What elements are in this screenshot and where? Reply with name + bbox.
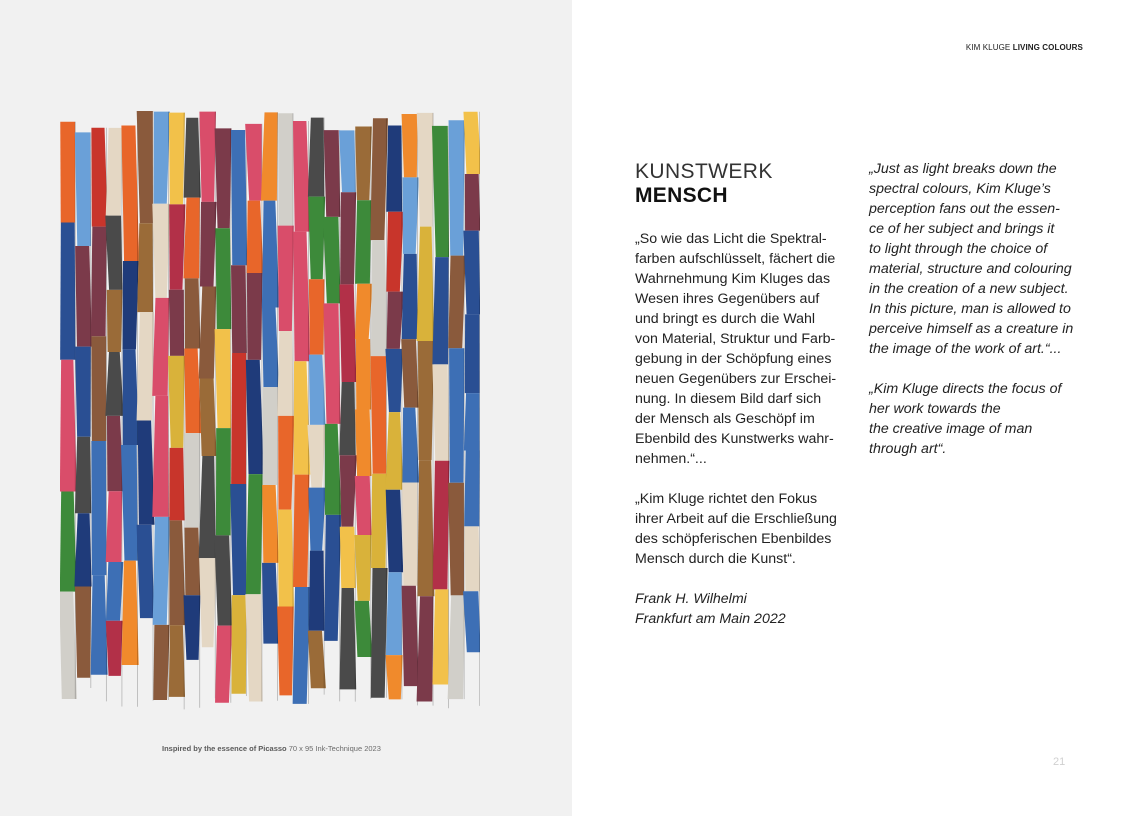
artwork-strip-segment — [340, 527, 356, 588]
artwork-strip-segment — [262, 563, 279, 644]
caption-details: 70 x 95 Ink-Technique 2023 — [288, 744, 381, 753]
artwork-strip-segment — [152, 298, 169, 396]
artwork-strip-segment — [91, 128, 107, 227]
artwork-strip-segment — [324, 130, 341, 217]
artwork-painting — [60, 105, 480, 715]
text-line: „Kim Kluge directs the focus of — [869, 381, 1062, 397]
artwork-strip-segment — [262, 308, 279, 388]
artwork-strip-segment — [464, 451, 479, 527]
artwork-strip-segment — [339, 588, 356, 689]
artwork-strip-segment — [215, 228, 231, 329]
artwork-strip-segment — [123, 261, 139, 349]
signature — [635, 589, 860, 629]
artwork-strip-segment — [402, 254, 418, 339]
artwork-strip-segment — [340, 455, 357, 526]
text-line: nung. In diesem Bild darf sich — [635, 391, 822, 407]
artwork-strip-segment — [91, 575, 108, 675]
text-line: gebung in der Schöpfung eines — [635, 351, 832, 367]
artwork-strip-segment — [418, 341, 434, 460]
artwork-strip-segment — [448, 595, 465, 699]
artwork-strip-segment — [293, 587, 310, 704]
text-line: „Just as light breaks down the — [869, 161, 1057, 177]
text-line: her work towards the — [869, 401, 1001, 417]
text-line: neuen Gegenübers zur Erschei- — [635, 371, 837, 387]
artwork-strip-segment — [418, 460, 435, 596]
text-line: the creative image of man — [869, 421, 1033, 437]
artwork-strip-segment — [246, 474, 263, 594]
artwork-strip-segment — [74, 513, 91, 586]
artwork-strip-segment — [277, 331, 294, 416]
artwork-strip-segment — [215, 329, 231, 428]
artwork-strip-segment — [263, 387, 278, 485]
artwork-strip-segment — [199, 112, 216, 202]
german-column — [635, 229, 860, 629]
running-head-title: LIVING COLOURS — [1012, 43, 1083, 52]
artwork-strip-segment — [121, 445, 138, 561]
article-title — [635, 160, 773, 208]
artwork-strip-segment — [91, 441, 106, 575]
text-line: des schöpferischen Ebenbildes — [635, 531, 832, 547]
artwork-strip-segment — [465, 174, 480, 231]
title-line-1: KUNSTWERK — [635, 160, 773, 183]
caption-title: Inspired by the essence of Picasso — [162, 744, 287, 753]
artwork-strip-segment — [402, 482, 418, 585]
artwork-strip-segment — [308, 488, 325, 551]
artwork-strip-segment — [185, 278, 201, 348]
text-line: nehmen.“... — [635, 451, 707, 467]
text-line: „Kim Kluge richtet den Fokus — [635, 491, 818, 507]
artwork-strip-segment — [463, 112, 480, 174]
artwork-strip-segment — [60, 360, 77, 492]
artwork-strip-segment — [231, 353, 246, 484]
artwork-strip-segment — [199, 286, 217, 378]
artwork-strip-segment — [231, 130, 247, 265]
artwork-strip-segment — [199, 378, 216, 456]
page-number: 21 — [1053, 756, 1066, 768]
artwork-strip-segment — [355, 476, 372, 535]
artwork-strip-segment — [245, 124, 262, 201]
artwork-strip-segment — [169, 204, 185, 289]
artwork-strip-segment — [402, 408, 419, 483]
artwork-strip-segment — [60, 491, 76, 591]
artwork-strip-segment — [323, 217, 341, 303]
artwork-strip-segment — [432, 126, 449, 257]
artwork-strip-segment — [432, 589, 448, 684]
artwork-strip-segment — [154, 112, 170, 204]
text-line: von Material, Struktur und Farb- — [635, 331, 836, 347]
artwork-strip-segment — [60, 222, 75, 359]
artwork-strip-segment — [448, 256, 465, 349]
artwork-strip-segment — [215, 626, 232, 703]
artwork-strip-segment — [60, 122, 75, 223]
artwork-strip-segment — [75, 586, 91, 677]
artwork-strip-segment — [169, 113, 185, 205]
artwork-strip-segment — [309, 551, 325, 631]
artwork-strip-segment — [121, 126, 139, 261]
artwork-strip-segment — [293, 121, 310, 232]
artwork-strip-segment — [60, 592, 77, 699]
artwork-strip-segment — [137, 111, 153, 223]
artwork-strip-segment — [323, 303, 340, 424]
artwork-strip-segment — [138, 421, 155, 525]
artwork-strip-segment — [386, 490, 404, 572]
artwork-strip-segment — [386, 655, 403, 699]
artwork-strip-segment — [107, 416, 123, 491]
artwork-image — [60, 105, 480, 715]
artwork-strip-segment — [465, 314, 480, 393]
artwork-strip-segment — [355, 601, 373, 657]
artwork-strip-segment — [106, 128, 123, 216]
english-quote-2 — [869, 379, 1091, 459]
artwork-strip-segment — [75, 246, 92, 347]
artwork-strip-segment — [230, 484, 246, 595]
text-line: Wesen ihres Gegenübers auf — [635, 291, 820, 307]
artwork-strip-segment — [123, 349, 139, 445]
artwork-strip-segment — [370, 118, 388, 240]
artwork-strip-segment — [152, 204, 170, 298]
artwork-strip-segment — [137, 223, 153, 312]
artwork-strip-segment — [246, 360, 264, 474]
artwork-strip-segment — [122, 561, 139, 665]
artwork-strip-segment — [354, 535, 371, 601]
artwork-strip-segment — [137, 525, 155, 618]
artwork-strip-segment — [339, 130, 356, 192]
artwork-strip-segment — [278, 510, 294, 607]
artwork-strip-segment — [432, 257, 448, 364]
artwork-strip-segment — [245, 594, 262, 701]
artwork-strip-segment — [106, 562, 123, 621]
english-column — [869, 159, 1091, 459]
artwork-strip-segment — [137, 312, 154, 420]
text-line: ce of her subject and brings it — [869, 221, 1055, 237]
title-line-2: MENSCH — [635, 184, 728, 207]
text-line: perception fans out the essen- — [869, 201, 1060, 217]
artwork-strip-segment — [371, 474, 387, 568]
artwork-strip-segment — [308, 118, 324, 197]
artwork-strip-segment — [184, 118, 201, 198]
text-line: In this picture, man is allowed to — [869, 301, 1071, 317]
text-line: Ebenbild des Kunstwerks wahr- — [635, 431, 834, 447]
text-line: in the creation of a new subject. — [869, 281, 1069, 297]
artwork-strip-segment — [371, 568, 388, 698]
artwork-strip-segment — [278, 113, 293, 225]
artwork-strip-segment — [214, 535, 232, 625]
artwork-strip-segment — [463, 591, 480, 652]
artwork-strip-segment — [387, 292, 404, 349]
artwork-strip-segment — [106, 621, 123, 676]
artwork-strip-segment — [417, 113, 433, 227]
artwork-strip-segment — [199, 456, 216, 558]
artwork-strip-segment — [339, 382, 355, 455]
artwork-strip-segment — [417, 596, 434, 701]
artwork-strip-segment — [385, 412, 403, 490]
artwork-strip-segment — [168, 356, 185, 448]
artwork-strip-segment — [308, 197, 325, 280]
artwork-strip-segment — [463, 231, 480, 315]
artwork-strip-segment — [105, 216, 122, 290]
artwork-strip-segment — [169, 290, 184, 356]
artwork-strip-segment — [91, 227, 107, 337]
text-line: der Mensch als Geschöpf im — [635, 411, 815, 427]
artwork-strip-segment — [355, 126, 372, 200]
artwork-strip-segment — [105, 352, 123, 416]
artwork-strip-segment — [185, 528, 201, 596]
artwork-strip-segment — [402, 177, 418, 253]
artwork-strip-segment — [293, 232, 310, 362]
text-line: material, structure and colouring — [869, 261, 1072, 277]
artwork-strip-segment — [309, 279, 325, 354]
artwork-strip-segment — [215, 128, 232, 228]
artwork-strip-segment — [277, 606, 294, 695]
artwork-strip-segment — [106, 491, 122, 562]
artwork-strip-segment — [169, 625, 185, 697]
artwork-strip-segment — [91, 336, 106, 441]
german-quote-2 — [635, 489, 860, 569]
artwork-strip-segment — [185, 433, 200, 527]
artwork-strip-segment — [340, 192, 356, 284]
artwork-strip-segment — [386, 572, 402, 655]
artwork-strip-segment — [308, 631, 326, 688]
artwork-strip-segment — [293, 475, 309, 587]
artwork-strip-segment — [325, 424, 341, 515]
artwork-strip-segment — [261, 112, 278, 200]
artwork-strip-segment — [339, 284, 356, 382]
artwork-strip-segment — [294, 361, 311, 474]
artwork-strip-segment — [262, 201, 279, 308]
text-line: ihrer Arbeit auf die Erschließung — [635, 511, 837, 527]
artwork-strip-segment — [216, 428, 231, 535]
artwork-strip-segment — [307, 425, 325, 488]
artwork-strip-segment — [371, 240, 388, 356]
artwork-strip-segment — [385, 349, 402, 412]
artwork-strip-segment — [309, 355, 326, 425]
artwork-strip-segment — [278, 416, 294, 510]
text-line: perceive himself as a creature in — [869, 321, 1074, 337]
artwork-strip-segment — [449, 348, 464, 483]
text-line: through art“. — [869, 441, 947, 457]
running-head-author: KIM KLUGE — [965, 43, 1011, 52]
artwork-strip-segment — [464, 526, 480, 591]
artwork-strip-segment — [153, 517, 170, 625]
text-line: to light through the choice of — [869, 241, 1048, 257]
artwork-strip-segment — [417, 227, 435, 341]
artwork-strip-segment — [75, 437, 91, 514]
text-line: und bringt es durch die Wahl — [635, 311, 816, 327]
artwork-strip-segment — [247, 201, 264, 273]
artwork-strip-segment — [75, 132, 91, 246]
artwork-strip-segment — [432, 364, 449, 460]
artwork-strip-segment — [433, 461, 450, 590]
artwork-strip-segment — [169, 448, 184, 520]
artwork-strip-segment — [75, 347, 91, 437]
artwork-strip-segment — [402, 586, 419, 686]
text-line: spectral colours, Kim Kluge’s — [869, 181, 1051, 197]
english-quote-1 — [869, 159, 1091, 359]
german-quote-1 — [635, 229, 860, 469]
artwork-strip-segment — [464, 393, 480, 450]
artwork-strip-segment — [153, 625, 169, 700]
artwork-strip-segment — [232, 595, 247, 694]
artwork-strip-segment — [183, 595, 200, 660]
artwork-strip-segment — [371, 356, 387, 474]
running-head — [966, 43, 1083, 52]
artwork-strip-segment — [448, 483, 464, 596]
artwork-strip-segment — [324, 515, 341, 641]
artwork-strip-segment — [355, 409, 372, 476]
artwork-strip-segment — [183, 198, 199, 279]
artwork-strip-segment — [355, 200, 371, 284]
signature-name: Frank H. Wilhelmi — [635, 591, 747, 607]
artwork-strip-segment — [169, 520, 185, 625]
artwork-strip-segment — [152, 396, 168, 517]
artwork-strip-segment — [402, 114, 418, 177]
artwork-strip-segment — [107, 290, 123, 352]
artwork-strip-segment — [200, 202, 217, 287]
artwork-strip-segment — [386, 125, 402, 211]
text-line: Wahrnehmung Kim Kluges das — [635, 271, 831, 287]
artwork-caption — [162, 744, 381, 753]
artwork-strip-segment — [355, 284, 373, 339]
artwork-strip-segment — [278, 226, 294, 331]
text-line: the image of the work of art.“... — [869, 341, 1062, 357]
text-line: farben aufschlüsselt, fächert die — [635, 251, 836, 267]
artwork-strip-segment — [401, 339, 418, 408]
artwork-strip-segment — [184, 348, 201, 433]
signature-place-date: Frankfurt am Main 2022 — [635, 611, 786, 627]
artwork-strip-segment — [262, 485, 279, 563]
artwork-strip-segment — [231, 265, 247, 353]
artwork-strip-segment — [199, 558, 217, 647]
artwork-strip-segment — [386, 212, 403, 292]
artwork-strip-segment — [247, 273, 263, 360]
text-line: „So wie das Licht die Spektral- — [635, 231, 827, 247]
artwork-strip-segment — [356, 339, 371, 409]
artwork-strip-segment — [449, 120, 465, 255]
text-line: Mensch durch die Kunst“. — [635, 551, 796, 567]
